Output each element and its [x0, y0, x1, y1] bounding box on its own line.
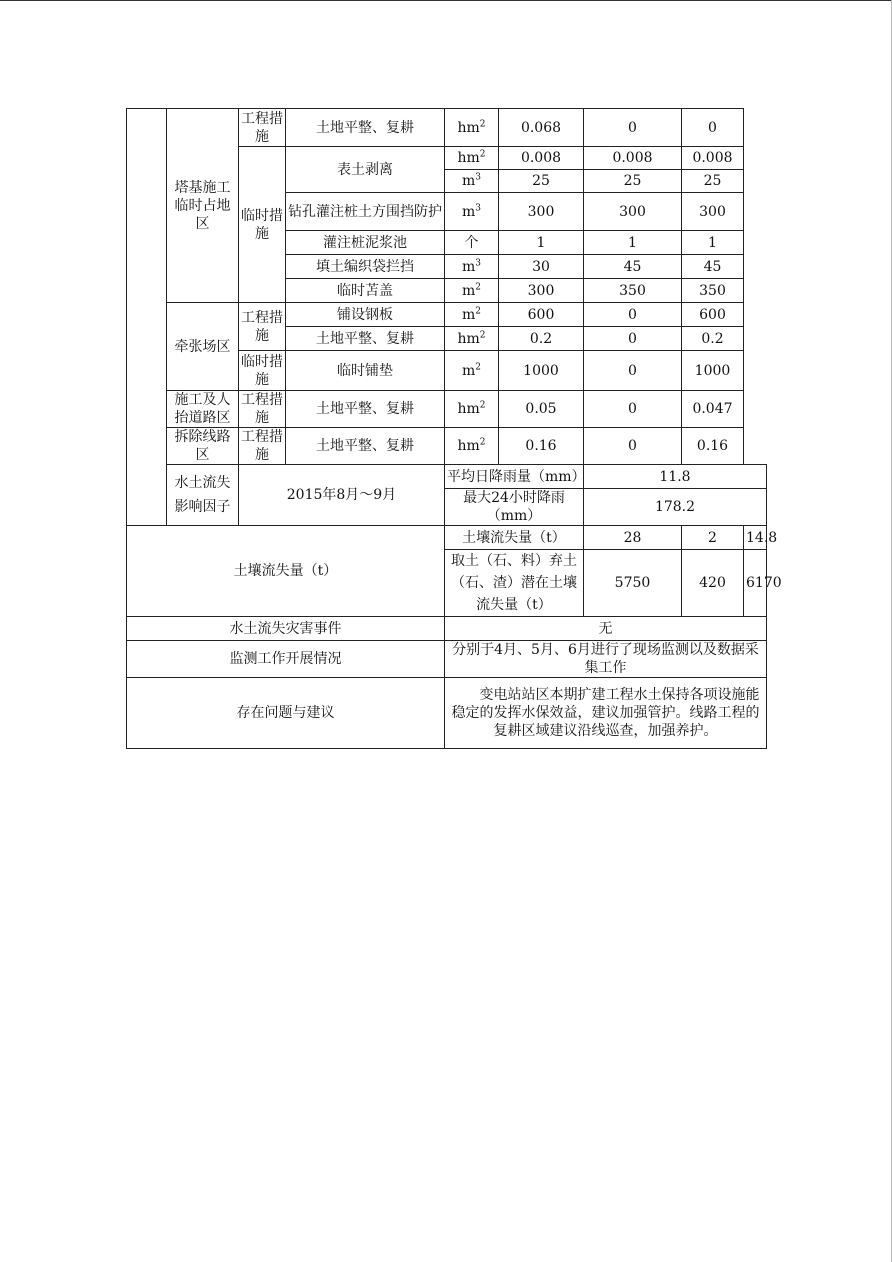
value-cell: 420 — [682, 550, 744, 617]
value-cell: 0.2 — [682, 327, 744, 351]
value-cell: 5750 — [584, 550, 682, 617]
value-cell: 30 — [499, 255, 584, 279]
measure-name-cell: 土地平整、复耕 — [286, 109, 445, 147]
table-row — [127, 303, 767, 327]
measure-name-cell: 铺设钢板 — [286, 303, 445, 327]
value-cell: 600 — [499, 303, 584, 327]
measure-name-cell: 临时苫盖 — [286, 279, 445, 303]
area-label-cell: 拆除线路区 — [167, 428, 239, 465]
unit-cell: 个 — [445, 231, 499, 255]
value-cell: 0.2 — [499, 327, 584, 351]
unit-cell: $m^3$ — [445, 170, 499, 193]
unit-cell: $hm^2$ — [445, 391, 499, 428]
value-cell: 0 — [682, 109, 744, 147]
value-cell: 0.047 — [682, 391, 744, 428]
value-cell: 0 — [584, 391, 682, 428]
value-cell: 6170 — [744, 550, 767, 617]
table-row — [127, 617, 767, 641]
value-cell: 1 — [682, 231, 744, 255]
soil-loss-row-label: 土壤流失量（t） — [445, 526, 584, 550]
value-cell: 0 — [584, 303, 682, 327]
value-cell: 1000 — [499, 351, 584, 391]
value-cell: 300 — [499, 279, 584, 303]
value-cell: 45 — [584, 255, 682, 279]
measure-type-cell: 工程措施 — [239, 391, 286, 428]
issues-text: 变电站站区本期扩建工程水土保持各项设施能稳定的发挥水保效益，建议加强管护。线路工程的复耕区域建议沿线巡查，加强养护。 — [451, 687, 760, 739]
unit-cell: $m^3$ — [445, 193, 499, 231]
measure-name-cell: 土地平整、复耕 — [286, 327, 445, 351]
avg-daily-rain-label: 平均日降雨量（mm） — [445, 465, 584, 489]
issues-value-cell — [445, 678, 767, 749]
value-cell: 28 — [584, 526, 682, 550]
value-cell: 300 — [499, 193, 584, 231]
value-cell: 0.16 — [499, 428, 584, 465]
measure-type-cell: 工程措施 — [239, 109, 286, 147]
unit-cell: $hm^2$ — [445, 109, 499, 147]
table-row — [127, 428, 767, 465]
factors-period-cell: 2015年8月～9月 — [239, 465, 445, 526]
table-row — [127, 109, 767, 147]
value-cell: 1000 — [682, 351, 744, 391]
monitoring-label-cell: 监测工作开展情况 — [127, 641, 445, 678]
monitoring-value-cell: 分别于4月、5月、6月进行了现场监测以及数据采集工作 — [445, 641, 767, 678]
blank-category-cell — [127, 109, 167, 526]
value-cell: 25 — [682, 170, 744, 193]
value-cell: 0.008 — [584, 147, 682, 170]
value-cell: 0 — [584, 109, 682, 147]
unit-cell: $m^2$ — [445, 351, 499, 391]
measure-name-cell: 土地平整、复耕 — [286, 428, 445, 465]
factors-label-cell: 水土流失影响因子 — [167, 465, 239, 526]
measure-name-cell: 钻孔灌注桩土方围挡防护 — [286, 193, 445, 231]
value-cell: 1 — [499, 231, 584, 255]
area-label-cell: 牵张场区 — [167, 303, 239, 391]
measure-type-cell: 工程措施 — [239, 303, 286, 351]
measure-name-cell: 土地平整、复耕 — [286, 391, 445, 428]
unit-cell: $m^3$ — [445, 255, 499, 279]
value-cell: 0 — [584, 428, 682, 465]
value-cell: 14.8 — [744, 526, 767, 550]
monitoring-report-table — [126, 108, 782, 749]
area-label-cell: 施工及人抬道路区 — [167, 391, 239, 428]
issues-label-cell: 存在问题与建议 — [127, 678, 445, 749]
unit-cell: $m^2$ — [445, 279, 499, 303]
max24-rain-label: 最大24小时降雨（mm） — [445, 489, 584, 526]
value-cell: 0.068 — [499, 109, 584, 147]
value-cell: 0.008 — [499, 147, 584, 170]
max24-rain-value: 178.2 — [584, 489, 767, 526]
disaster-value-cell: 无 — [445, 617, 767, 641]
value-cell: 600 — [682, 303, 744, 327]
value-cell: 0 — [584, 351, 682, 391]
soil-loss-row-label: 取土（石、料）弃土（石、渣）潜在土壤流失量（t） — [445, 550, 584, 617]
value-cell: 350 — [584, 279, 682, 303]
value-cell: 350 — [682, 279, 744, 303]
measure-name-cell: 填土编织袋拦挡 — [286, 255, 445, 279]
unit-cell: $hm^2$ — [445, 147, 499, 170]
avg-daily-rain-value: 11.8 — [584, 465, 767, 489]
table-row — [127, 526, 767, 550]
value-cell: 0.16 — [682, 428, 744, 465]
value-cell: 2 — [682, 526, 744, 550]
value-cell: 25 — [584, 170, 682, 193]
table-row — [127, 391, 767, 428]
measure-type-cell: 临时措施 — [239, 147, 286, 303]
measure-name-cell: 灌注桩泥浆池 — [286, 231, 445, 255]
measure-name-cell: 临时铺垫 — [286, 351, 445, 391]
unit-cell: $hm^2$ — [445, 428, 499, 465]
value-cell: 25 — [499, 170, 584, 193]
value-cell: 45 — [682, 255, 744, 279]
value-cell: 300 — [584, 193, 682, 231]
disaster-label-cell: 水土流失灾害事件 — [127, 617, 445, 641]
measure-name-cell: 表土剥离 — [286, 147, 445, 193]
value-cell: 0.008 — [682, 147, 744, 170]
table-row — [127, 678, 767, 749]
unit-cell: $m^2$ — [445, 303, 499, 327]
unit-cell: $hm^2$ — [445, 327, 499, 351]
measure-type-cell: 工程措施 — [239, 428, 286, 465]
value-cell: 300 — [682, 193, 744, 231]
page-top-border — [0, 0, 892, 1]
area-label-cell: 塔基施工临时占地区 — [167, 109, 239, 303]
value-cell: 0.05 — [499, 391, 584, 428]
table-row — [127, 641, 767, 678]
value-cell: 0 — [584, 327, 682, 351]
value-cell: 1 — [584, 231, 682, 255]
measure-type-cell: 临时措施 — [239, 351, 286, 391]
soil-loss-label-cell: 土壤流失量（t） — [127, 526, 445, 617]
table-row — [127, 465, 767, 489]
